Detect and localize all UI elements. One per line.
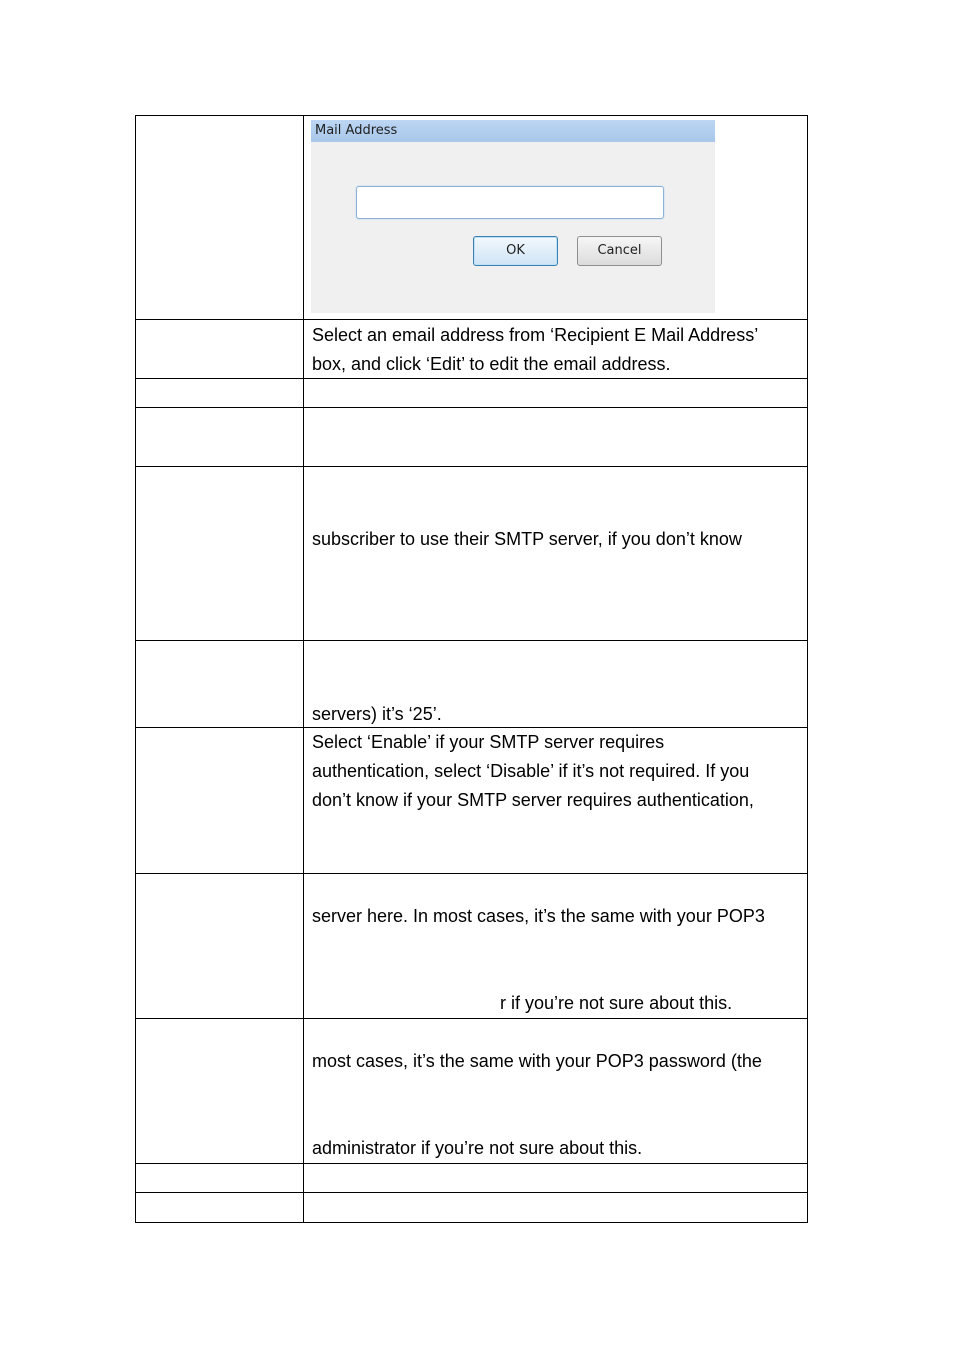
table-row [136, 408, 808, 467]
mail-address-input[interactable] [356, 186, 664, 219]
row-content-cell [304, 1019, 808, 1164]
row-label-cell [136, 379, 304, 408]
row-label-cell [136, 408, 304, 467]
table-row [136, 1019, 808, 1164]
description-line: subscriber to use their SMTP server, if you don’t know [312, 529, 742, 549]
description-line: r if you’re not sure about this. [500, 993, 733, 1013]
dialog-title: Mail Address [311, 120, 715, 142]
description-line: servers) it’s ‘25’. [312, 704, 442, 724]
description-line: server here. In most cases, it’s the same with your POP3 [312, 906, 765, 926]
row-label-cell [136, 116, 304, 320]
table-row [136, 874, 808, 1019]
ok-button[interactable]: OK [473, 236, 558, 266]
row-content-cell [304, 1193, 808, 1223]
cancel-button[interactable]: Cancel [577, 236, 662, 266]
row-content-cell [304, 641, 808, 728]
row-label-cell [136, 467, 304, 641]
description-line: box, and click ‘Edit’ to edit the email address. [312, 354, 671, 374]
table-row [136, 379, 808, 408]
row-label-cell [136, 728, 304, 874]
row-label-cell [136, 320, 304, 379]
row-content-cell [304, 728, 808, 874]
row-content-cell [304, 320, 808, 379]
mail-address-dialog-screenshot [311, 120, 715, 313]
row-label-cell [136, 874, 304, 1019]
table-row [136, 1164, 808, 1193]
description-line: Select an email address from ‘Recipient E Mail Address’ [312, 325, 759, 345]
row-content-cell [304, 116, 808, 320]
row-content-cell [304, 874, 808, 1019]
table-row [136, 641, 808, 728]
row-label-cell [136, 1193, 304, 1223]
description-line: Select ‘Enable’ if your SMTP server requires [312, 732, 665, 752]
table-row [136, 728, 808, 874]
row-label-cell [136, 1164, 304, 1193]
row-label-cell [136, 1019, 304, 1164]
row-content-cell [304, 1164, 808, 1193]
document-table [135, 115, 808, 1223]
description-line: don’t know if your SMTP server requires authentication, [312, 790, 754, 810]
table-row [136, 320, 808, 379]
description-line: authentication, select ‘Disable’ if it’s not required. If you [312, 761, 750, 781]
row-content-cell [304, 379, 808, 408]
description-line: administrator if you’re not sure about this. [312, 1138, 643, 1158]
description-line: most cases, it’s the same with your POP3 password (the [312, 1051, 762, 1071]
row-label-cell [136, 641, 304, 728]
table-row [136, 467, 808, 641]
row-content-cell [304, 408, 808, 467]
table-row [136, 1193, 808, 1223]
table-row [136, 116, 808, 320]
row-content-cell [304, 467, 808, 641]
